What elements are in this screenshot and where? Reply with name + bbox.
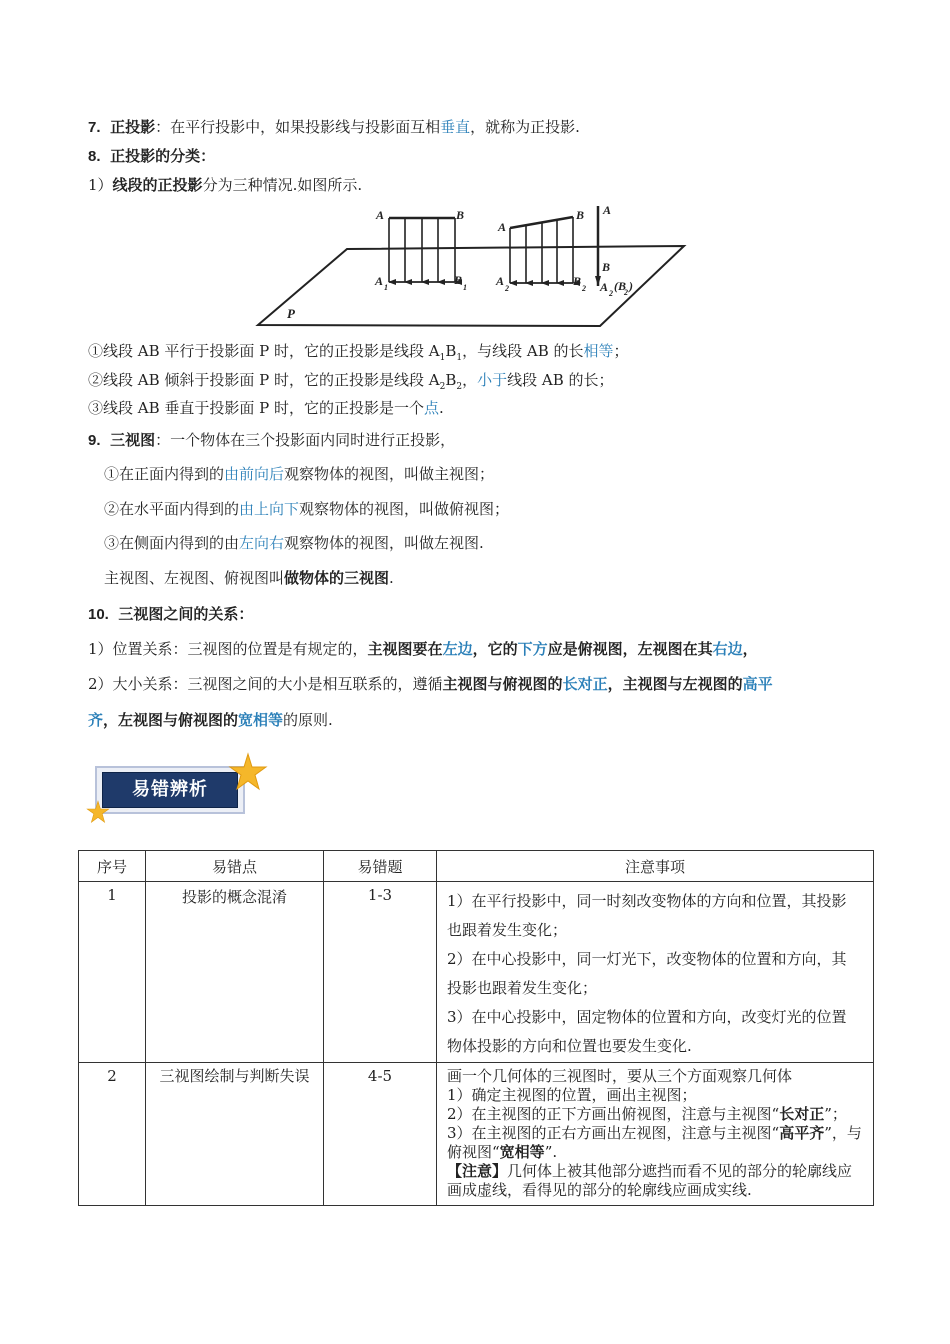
section-number: 8. — [88, 148, 101, 165]
section-9: 9. 三视图：一个物体在三个投影面内同时进行正投影， — [88, 431, 456, 449]
label-A2: A — [496, 274, 505, 288]
cell-no: 1 — [79, 882, 146, 1063]
label-P: P — [287, 306, 295, 321]
mistakes-table — [78, 850, 874, 1206]
highlight: 相等 — [583, 342, 614, 360]
section-10 — [88, 604, 253, 625]
case-parallel: ①线段 AB 平行于投影面 P 时，它的正投影是线段 $A_1B_1$，与线段 AB 的长相等； — [88, 342, 629, 363]
parallel-segment — [389, 218, 455, 282]
table-header-row — [79, 851, 874, 882]
cell-range: 4-5 — [324, 1063, 437, 1206]
text: ，就称为正投影. — [470, 118, 580, 136]
list-marker: 1） — [88, 176, 113, 194]
term: 三视图 — [110, 431, 156, 449]
term: 正投影 — [110, 118, 156, 136]
text: 分为三种情况.如图所示. — [202, 176, 363, 194]
cell-point: 投影的概念混淆 — [146, 882, 324, 1063]
header-no: 序号 — [79, 851, 146, 882]
section-number: 9. — [88, 432, 101, 449]
label-B2-sub: 2 — [582, 284, 586, 293]
label-B3-open: (B — [614, 279, 626, 293]
label-B1-sub: 1 — [463, 283, 467, 292]
view-top: ②在水平面内得到的由上向下观察物体的视图，叫做俯视图； — [104, 500, 510, 518]
text: ：在平行投影中，如果投影线与投影面互相 — [155, 118, 441, 136]
table-row — [79, 1063, 874, 1206]
cell-point: 三视图绘制与判断失误 — [146, 1063, 324, 1206]
highlight: 点 — [424, 399, 440, 417]
label-A-oblique: A — [498, 220, 507, 234]
size-relation-cont: 齐，左视图与俯视图的宽相等的原则. — [88, 711, 333, 729]
cell-range: 1-3 — [324, 882, 437, 1063]
section-banner — [95, 766, 250, 818]
highlight: 小于 — [477, 371, 508, 389]
position-relation: 1）位置关系：三视图的位置是有规定的，主视图要在左边，它的下方应是俯视图，左视图在其右边， — [88, 640, 758, 658]
view-front: ①在正面内得到的由前向后观察物体的视图，叫做主视图； — [104, 465, 495, 483]
size-relation: 2）大小关系：三视图之间的大小是相互联系的，遵循主视图与俯视图的长对正，主视图与左视图的高平 — [88, 675, 773, 693]
projection-figure — [250, 198, 690, 333]
label-B3-close: ) — [629, 279, 633, 293]
label-A3: A — [600, 280, 609, 294]
label-B3-sub: 2 — [624, 288, 628, 297]
view-left: ③在侧面内得到的由左向右观察物体的视图，叫做左视图. — [104, 534, 484, 552]
table-row — [79, 882, 874, 1063]
label-A-vertical: A — [603, 203, 612, 217]
header-point: 易错点 — [146, 851, 324, 882]
label-A: A — [376, 208, 385, 222]
label-B: B — [456, 208, 465, 222]
label-A2-sub: 2 — [505, 284, 509, 293]
label-B1: B — [454, 273, 463, 287]
cell-notes: 画一个几何体的三视图时，要从三个方面观察几何体 1）确定主视图的位置，画出主视图； 2）在主视图的正下方画出俯视图，注意与主视图“长对正”； 3）在主视图的正右方画出左视图，注意与主视图“高平齐”，与俯视图“宽相等”. 【注意】几何体上被其他部分遮挡而看不见的部分的轮廓线应画成虚线，看得见的部分的轮廓线应画成实线. — [437, 1063, 874, 1206]
section-number: 7. — [88, 119, 101, 136]
term: 三视图之间的关系： — [118, 605, 254, 623]
highlight: 由前向后 — [224, 465, 285, 483]
section-8 — [88, 146, 215, 167]
header-notes: 注意事项 — [437, 851, 874, 882]
case-perpendicular: ③线段 AB 垂直于投影面 P 时，它的正投影是一个点. — [88, 399, 444, 417]
highlight: 由上向下 — [239, 500, 300, 518]
highlight: 垂直 — [440, 118, 471, 136]
header-range: 易错题 — [324, 851, 437, 882]
term: 正投影的分类： — [110, 147, 216, 165]
label-B2: B — [573, 274, 582, 288]
label-A1: A — [375, 274, 384, 288]
oblique-segment — [510, 217, 573, 283]
cell-no: 2 — [79, 1063, 146, 1206]
star-icon — [228, 752, 268, 792]
segment-intro — [88, 175, 362, 195]
highlight: 左向右 — [239, 534, 285, 552]
term: 线段的正投影 — [112, 176, 203, 194]
section-number: 10. — [88, 606, 109, 623]
three-views-summary: 主视图、左视图、俯视图叫做物体的三视图. — [104, 569, 394, 587]
section-7 — [88, 117, 580, 138]
star-icon — [86, 800, 110, 824]
banner-title: 易错辨析 — [102, 772, 238, 808]
label-B-oblique: B — [576, 208, 585, 222]
case-oblique: ②线段 AB 倾斜于投影面 P 时，它的正投影是线段 $A_2B_2$，小于线段 AB 的长； — [88, 371, 614, 392]
label-B-vertical: B — [602, 260, 611, 274]
cell-notes: 1）在平行投影中，同一时刻改变物体的方向和位置，其投影 也跟着发生变化； 2）在中心投影中，同一灯光下，改变物体的位置和方向，其 投影也跟着发生变化； 3）在中心投影中，固定物体的位置和方向，改变灯光的位置 物体投影的方向和位置也要发生变化. — [437, 882, 874, 1063]
label-A3-sub: 2 — [609, 289, 613, 298]
label-A1-sub: 1 — [384, 283, 388, 292]
